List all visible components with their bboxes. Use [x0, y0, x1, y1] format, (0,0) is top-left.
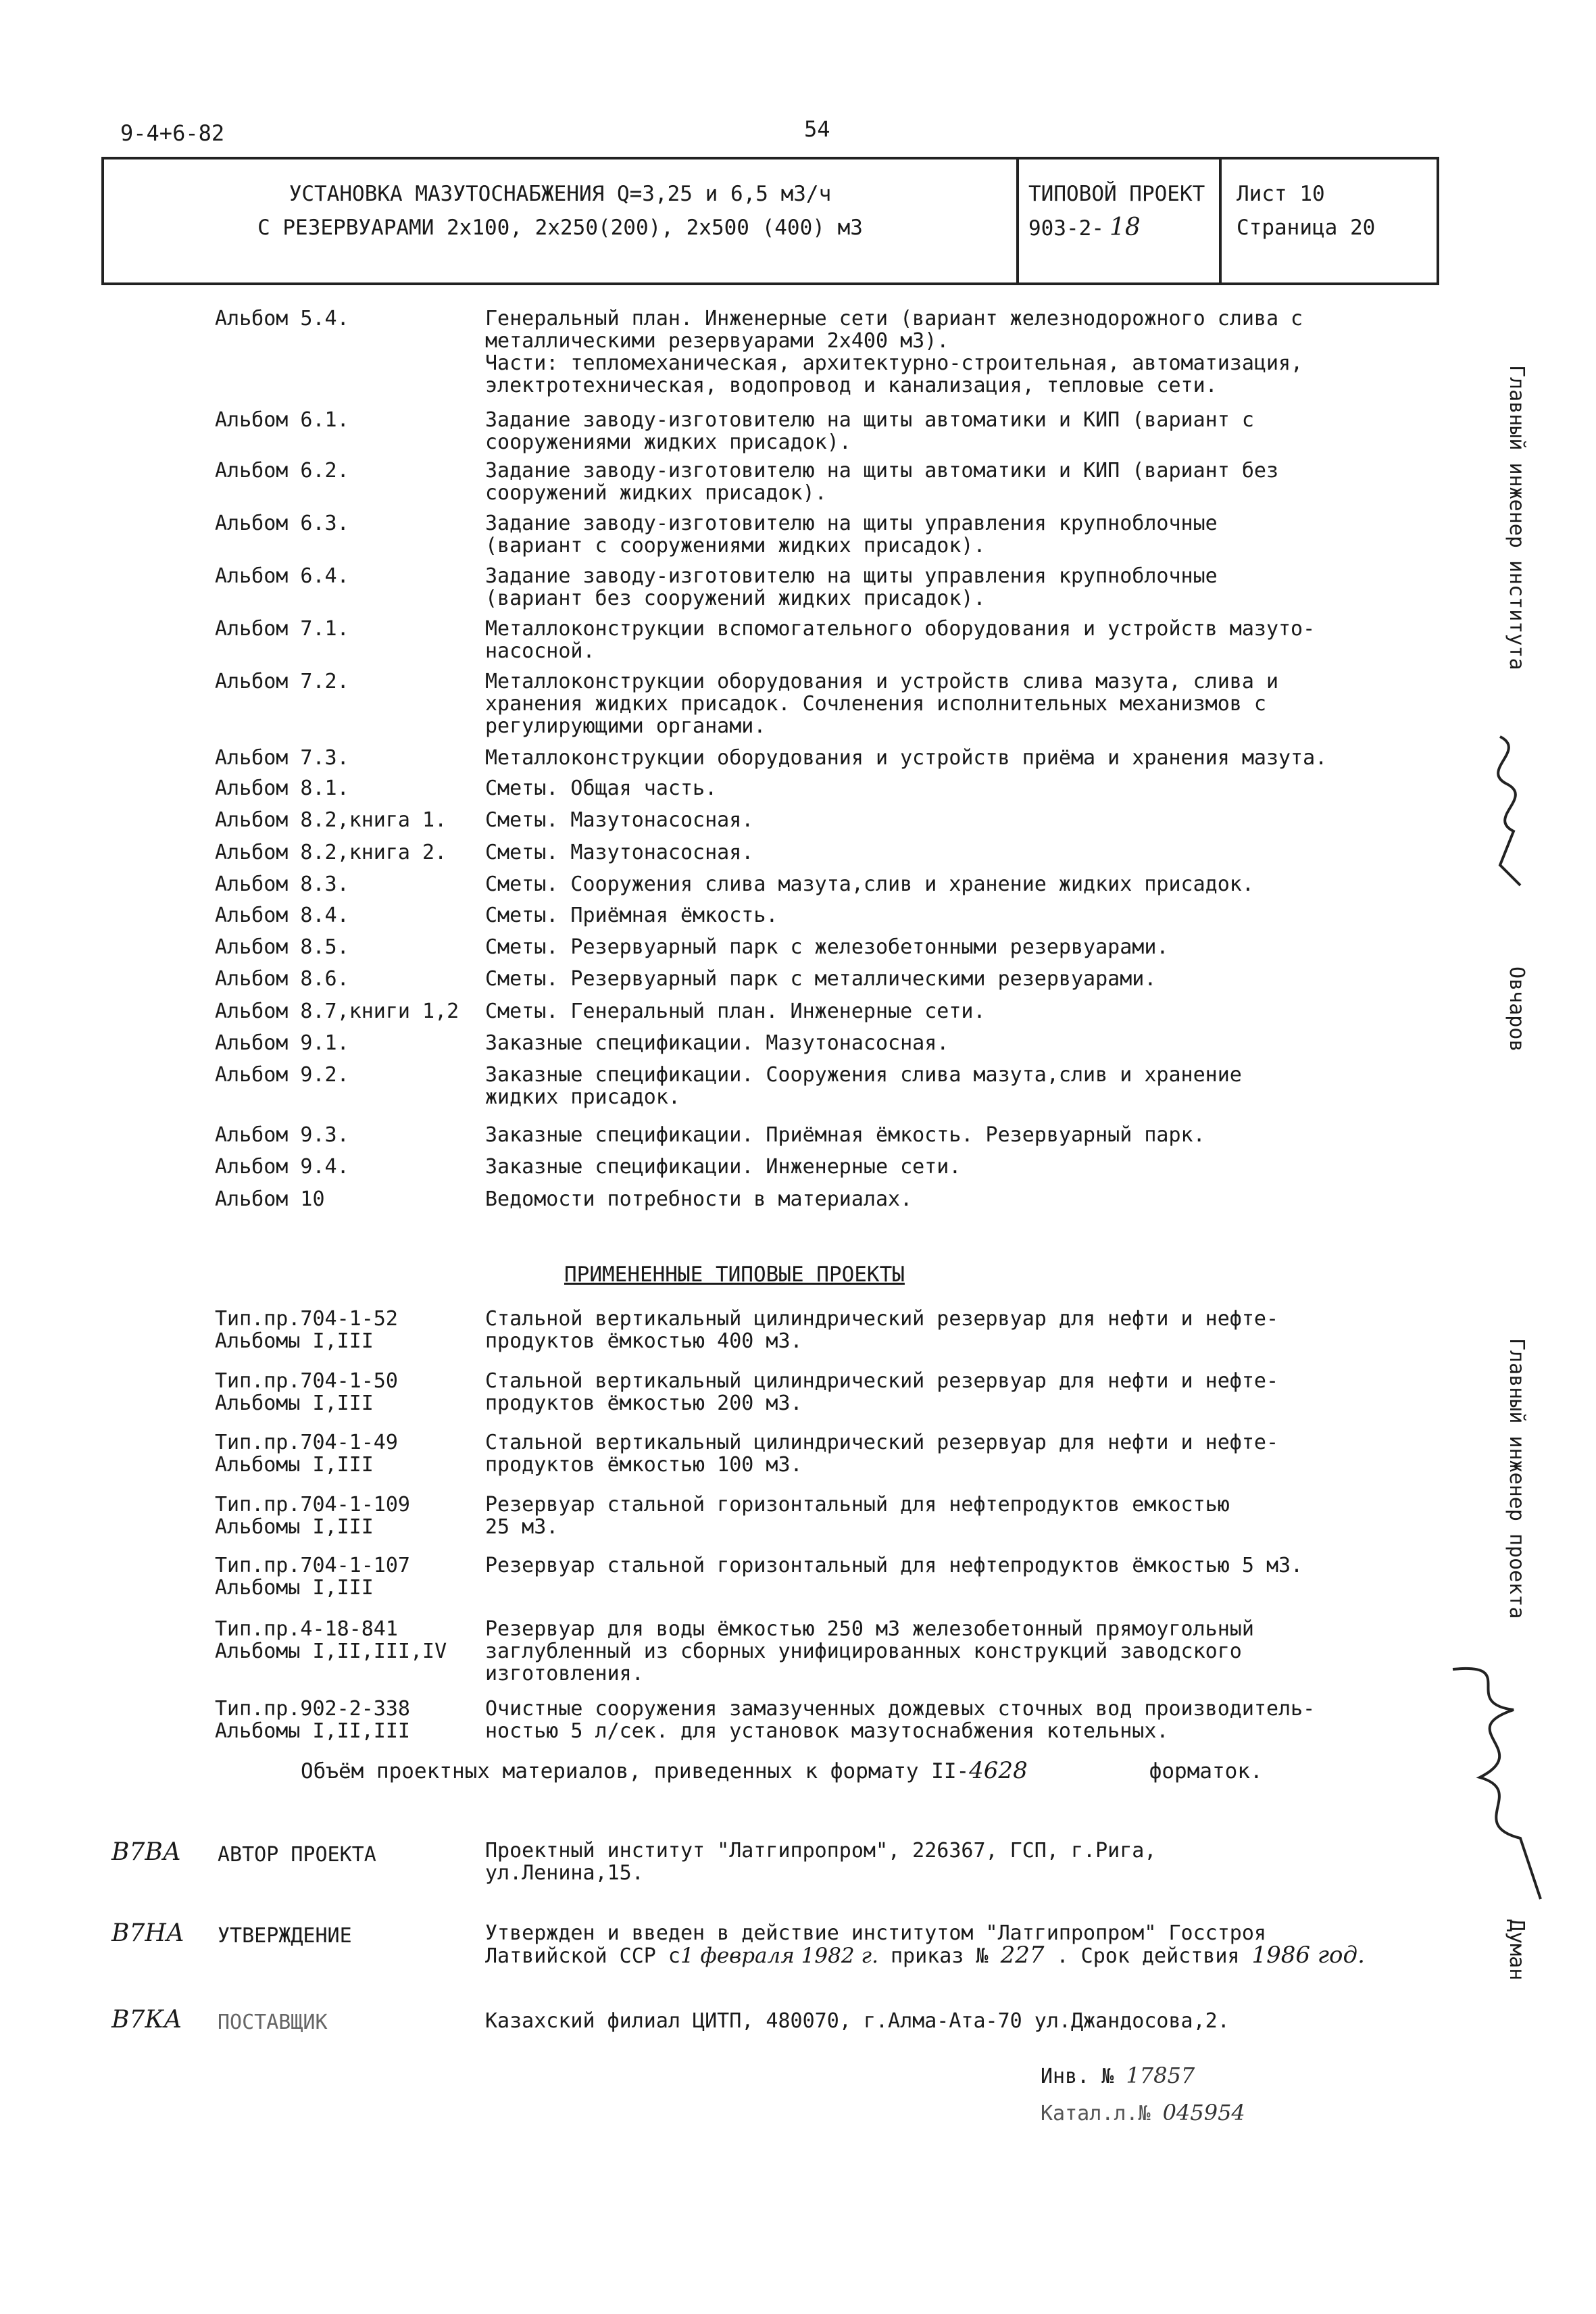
album-description-line: Генеральный план. Инженерные сети (вариант железнодорожного слива с	[485, 307, 1303, 330]
album-description-line: Сметы. Приёмная ёмкость.	[485, 904, 778, 927]
album-label: Альбом 8.2,книга 1.	[215, 808, 447, 832]
sheet-cell	[1222, 159, 1437, 282]
album-description-line: (вариант без сооружений жидких присадок).	[485, 587, 986, 610]
album-description-line: Заказные спецификации. Сооружения слива мазута,слив и хранение	[485, 1063, 1242, 1087]
applied-project-label-line: Альбомы I,III	[215, 1515, 374, 1539]
applied-project-label-line: Альбомы I,II,III	[215, 1719, 410, 1743]
approval-text	[485, 1922, 1365, 1967]
album-label: Альбом 8.3.	[215, 872, 349, 896]
section-title: ПРИМЕНЕННЫЕ ТИПОВЫЕ ПРОЕКТЫ	[564, 1262, 905, 1287]
applied-project-label	[215, 1308, 485, 1352]
album-label: Альбом 9.2.	[215, 1063, 349, 1087]
album-label: Альбом 6.2.	[215, 459, 349, 483]
album-description-line: Сметы. Мазутонасосная.	[485, 808, 754, 832]
album-description	[485, 777, 1596, 799]
applied-project-description	[485, 1618, 1596, 1685]
album-description-line: электротехническая, водопровод и канализация, тепловые сети.	[485, 374, 1218, 397]
album-description-line: Задание заводу-изготовителю на щиты управления крупноблочные	[485, 512, 1218, 535]
page-number: 54	[804, 116, 830, 142]
author-code: В7ВА	[111, 1838, 182, 1866]
title-line-2: С РЕЗЕРВУАРАМИ 2х100, 2х250(200), 2х500 (400) м3	[257, 216, 863, 240]
applied-project-label-line: Тип.пр.704-1-107	[215, 1554, 410, 1577]
album-label: Альбом 8.5.	[215, 935, 349, 959]
album-label: Альбом 5.4.	[215, 307, 349, 330]
album-label: Альбом 7.3.	[215, 746, 349, 770]
album-label: Альбом 8.1.	[215, 777, 349, 800]
project-label: ТИПОВОЙ ПРОЕКТ	[1028, 182, 1205, 206]
applied-project-description-line: ностью 5 л/сек. для установок мазутоснабжения котельных.	[485, 1719, 1169, 1743]
applied-project-label-line: Тип.пр.902-2-338	[215, 1697, 410, 1721]
album-label: Альбом 8.4.	[215, 904, 349, 927]
album-description	[485, 1188, 1596, 1210]
album-label: Альбом 8.7,книги 1,2	[215, 1000, 459, 1023]
applied-project-label-line: Альбомы I,III	[215, 1453, 374, 1477]
author-label: АВТОР ПРОЕКТА	[218, 1843, 376, 1867]
catalog-number: Катал.л.№ 045954	[1041, 2100, 1245, 2125]
approval-line-1: Утвержден и введен в действие институтом "Латгипропром" Госстроя	[485, 1921, 1266, 1945]
applied-project-label-line: Тип.пр.704-1-49	[215, 1431, 398, 1454]
chief-engineer-project-caption: Главный инженер проекта	[1505, 1338, 1528, 1619]
applied-project-description	[485, 1554, 1596, 1577]
document-code: 9-4+6-82	[120, 120, 225, 146]
album-description	[485, 747, 1596, 769]
album-description	[485, 841, 1596, 864]
album-description	[485, 1064, 1596, 1108]
album-description-line: Задание заводу-изготовителю на щиты автоматики и КИП (вариант с	[485, 408, 1254, 432]
album-description	[485, 565, 1596, 610]
applied-project-description	[485, 1370, 1596, 1414]
applied-project-label-line: Альбомы I,II,III,IV	[215, 1640, 447, 1663]
author-text	[485, 1840, 1156, 1884]
applied-project-description-line: Стальной вертикальный цилиндрический резервуар для нефти и нефте-	[485, 1431, 1278, 1454]
album-label: Альбом 10	[215, 1187, 325, 1211]
applied-project-description-line: Стальной вертикальный цилиндрический резервуар для нефти и нефте-	[485, 1307, 1278, 1331]
applied-project-description-line: Резервуар для воды ёмкостью 250 м3 железобетонный прямоугольный	[485, 1617, 1254, 1641]
album-description	[485, 809, 1596, 831]
album-description-line: насосной.	[485, 639, 595, 663]
approval-code: В7НА	[111, 1919, 185, 1947]
approval-date-handwritten: 1 февраля 1982 г.	[680, 1944, 878, 1968]
applied-project-description-line: заглубленный из сборных унифицированных конструкций заводского	[485, 1640, 1242, 1663]
album-description-line: Металлоконструкции вспомогательного оборудования и устройств мазуто-	[485, 617, 1316, 641]
album-label: Альбом 6.4.	[215, 564, 349, 588]
surname-ovcharov: Овчаров	[1505, 966, 1528, 1052]
project-cell	[1019, 159, 1222, 282]
applied-project-description-line: Резервуар стальной горизонтальный для нефтепродуктов ёмкостью 5 м3.	[485, 1554, 1303, 1577]
album-description-line: Заказные спецификации. Приёмная ёмкость. Резервуарный парк.	[485, 1123, 1205, 1147]
approval-line-2: Латвийской ССР с1 февраля 1982 г. приказ № 227 . Срок действия 1986 год.	[485, 1942, 1365, 1969]
album-description	[485, 1032, 1596, 1054]
album-description-line: Сметы. Резервуарный парк с металлическими резервуарами.	[485, 967, 1157, 991]
inventory-value-handwritten: 17857	[1126, 2063, 1195, 2088]
album-description-line: Задание заводу-изготовителю на щиты управления крупноблочные	[485, 564, 1218, 588]
catalog-value-handwritten: 045954	[1162, 2100, 1245, 2125]
volume-value-handwritten: 4628	[969, 1757, 1028, 1784]
album-description-line: сооружений жидких присадок).	[485, 481, 827, 505]
album-description-line: хранения жидких присадок. Сочленения исполнительных механизмов с	[485, 692, 1266, 716]
supplier-code: В7КА	[111, 2006, 182, 2034]
title-line-1: УСТАНОВКА МАЗУТОСНАБЖЕНИЯ Q=3,25 и 6,5 м3/ч	[289, 182, 832, 206]
album-label: Альбом 7.2.	[215, 670, 349, 693]
album-description-line: Заказные спецификации. Инженерные сети.	[485, 1155, 962, 1179]
approval-term-handwritten: 1986 год.	[1251, 1942, 1365, 1969]
album-label: Альбом 8.2,книга 2.	[215, 841, 447, 864]
applied-project-label	[215, 1618, 485, 1663]
volume-unit: форматок.	[1149, 1759, 1263, 1783]
album-description-line: Ведомости потребности в материалах.	[485, 1187, 913, 1211]
album-description-line: металлическими резервуарами 2х400 м3).	[485, 329, 949, 353]
author-line-2: ул.Ленина,15.	[485, 1861, 644, 1885]
applied-project-description	[485, 1494, 1596, 1538]
applied-project-label	[215, 1431, 485, 1476]
title-cell	[104, 159, 1019, 282]
title-block	[101, 157, 1439, 285]
album-description-line: Металлоконструкции оборудования и устройств приёма и хранения мазута.	[485, 746, 1328, 770]
author-line-1: Проектный институт "Латгипропром", 226367, ГСП, г.Рига,	[485, 1839, 1157, 1863]
album-description	[485, 904, 1596, 927]
album-description-line: регулирующими органами.	[485, 714, 766, 738]
album-description-line: сооружениями жидких присадок).	[485, 430, 851, 454]
applied-project-label-line: Тип.пр.704-1-50	[215, 1369, 398, 1393]
applied-project-description	[485, 1431, 1596, 1476]
surname-duman: Думан	[1505, 1919, 1528, 1981]
album-label: Альбом 9.4.	[215, 1155, 349, 1179]
album-description	[485, 670, 1596, 737]
album-label: Альбом 6.3.	[215, 512, 349, 535]
applied-project-label	[215, 1494, 485, 1538]
album-label: Альбом 9.1.	[215, 1031, 349, 1055]
applied-project-label-line: Альбомы I,III	[215, 1329, 374, 1353]
chief-engineer-institute-caption: Главный инженер института	[1505, 365, 1528, 670]
applied-project-description	[485, 1308, 1596, 1352]
album-description	[485, 1124, 1596, 1146]
album-description-line: Задание заводу-изготовителю на щиты автоматики и КИП (вариант без	[485, 459, 1278, 483]
signature-2	[1439, 1649, 1547, 1906]
applied-project-description-line: продуктов ёмкостью 200 м3.	[485, 1392, 803, 1415]
album-description	[485, 618, 1596, 662]
album-label: Альбом 6.1.	[215, 408, 349, 432]
album-description-line: жидких присадок.	[485, 1085, 680, 1109]
volume-line	[301, 1757, 1263, 1784]
applied-project-description-line: изготовления.	[485, 1662, 644, 1685]
volume-text: Объём проектных материалов, приведенных к формату II-	[301, 1759, 970, 1783]
album-description-line: Сметы. Резервуарный парк с железобетонными резервуарами.	[485, 935, 1169, 959]
album-description-line: Сметы. Генеральный план. Инженерные сети.	[485, 1000, 986, 1023]
applied-project-description-line: Стальной вертикальный цилиндрический резервуар для нефти и нефте-	[485, 1369, 1278, 1393]
sheet-label: Лист 10	[1237, 182, 1325, 206]
applied-project-description-line: Резервуар стальной горизонтальный для нефтепродуктов емкостью	[485, 1493, 1230, 1517]
signature-1	[1473, 730, 1541, 892]
album-label: Альбом 7.1.	[215, 617, 349, 641]
applied-project-label-line: Тип.пр.4-18-841	[215, 1617, 398, 1641]
album-description	[485, 968, 1596, 990]
album-description-line: Металлоконструкции оборудования и устройств слива мазута, слива и	[485, 670, 1278, 693]
album-description	[485, 460, 1596, 504]
album-description	[485, 409, 1596, 453]
supplier-text: Казахский филиал ЦИТП, 480070, г.Алма-Ата-70 ул.Джандосова,2.	[485, 2009, 1230, 2033]
applied-project-label-line: Альбомы I,III	[215, 1392, 374, 1415]
applied-project-description-line: продуктов ёмкостью 100 м3.	[485, 1453, 803, 1477]
project-number-handwritten: 18	[1109, 214, 1141, 241]
album-description	[485, 307, 1596, 397]
applied-project-label	[215, 1698, 485, 1742]
approval-label: УТВЕРЖДЕНИЕ	[218, 1924, 352, 1948]
applied-project-label-line: Тип.пр.704-1-109	[215, 1493, 410, 1517]
project-number: 903-2- 18	[1028, 214, 1141, 241]
album-label: Альбом 9.3.	[215, 1123, 349, 1147]
applied-project-label	[215, 1554, 485, 1599]
inventory-number: Инв. № 17857	[1041, 2063, 1195, 2088]
album-description-line: Сметы. Общая часть.	[485, 777, 718, 800]
album-description	[485, 1156, 1596, 1178]
approval-order-handwritten: 227	[1000, 1942, 1045, 1969]
applied-project-description	[485, 1698, 1596, 1742]
album-description-line: Сметы. Мазутонасосная.	[485, 841, 754, 864]
album-label: Альбом 8.6.	[215, 967, 349, 991]
page-label: Страница 20	[1237, 216, 1376, 240]
album-description	[485, 1000, 1596, 1023]
album-description-line: Части: тепломеханическая, архитектурно-строительная, автоматизация,	[485, 351, 1303, 375]
applied-project-label	[215, 1370, 485, 1414]
applied-project-description-line: Очистные сооружения замазученных дождевых сточных вод производитель-	[485, 1697, 1316, 1721]
album-description	[485, 873, 1596, 895]
applied-project-description-line: 25 м3.	[485, 1515, 559, 1539]
album-description	[485, 936, 1596, 958]
supplier-label: ПОСТАВЩИК	[218, 2011, 328, 2034]
applied-project-label-line: Тип.пр.704-1-52	[215, 1307, 398, 1331]
applied-project-label-line: Альбомы I,III	[215, 1576, 374, 1600]
album-description	[485, 512, 1596, 557]
album-description-line: (вариант с сооружениями жидких присадок).	[485, 534, 986, 558]
album-description-line: Сметы. Сооружения слива мазута,слив и хранение жидких присадок.	[485, 872, 1254, 896]
album-description-line: Заказные спецификации. Мазутонасосная.	[485, 1031, 949, 1055]
applied-project-description-line: продуктов ёмкостью 400 м3.	[485, 1329, 803, 1353]
